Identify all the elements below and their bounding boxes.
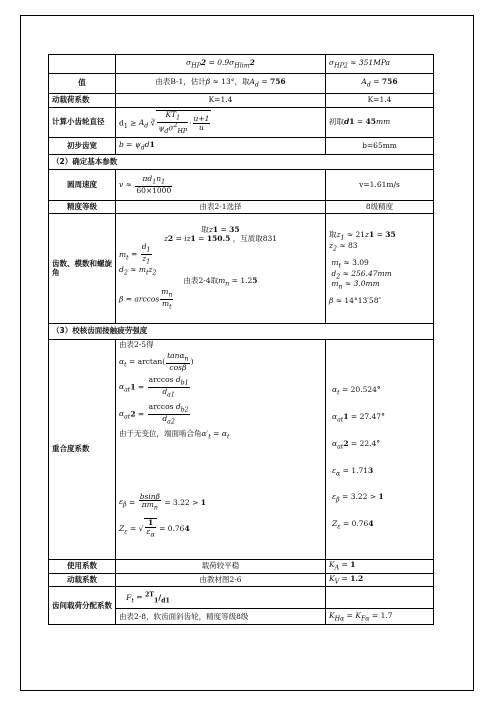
result-cell: K=1.4	[326, 94, 434, 108]
table-row	[49, 573, 434, 587]
formula-cell: v ≈ $\frac{\pi d_1n_1}{60\times 1000}$	[116, 170, 326, 201]
row-label: 精度等级	[49, 201, 116, 214]
section-header-row	[49, 324, 434, 340]
table-row	[49, 201, 434, 214]
row-label: 动载系数	[49, 573, 116, 587]
row-label: 值	[49, 74, 116, 94]
result-cell	[326, 587, 434, 609]
result-cell: b=65mm	[326, 138, 434, 155]
row-label: 圆周速度	[49, 170, 116, 201]
source-note: 由表2-5得	[119, 340, 154, 349]
table-row	[49, 55, 434, 74]
table-row	[49, 94, 434, 108]
result-cell: $K_A = 1$	[326, 560, 434, 574]
result-cell: 取$z_1 \approx 21z1 = 35$ $z_2 \approx 83$ $m_t \approx 3.09$ $d_2 \approx 256.47mm$ $m_n \approx 3.0mm$ β ≈ 14°13′58″	[326, 214, 434, 324]
table-row	[49, 138, 434, 155]
row-label: 计算小齿轮直径	[49, 108, 116, 138]
table-row	[49, 214, 434, 324]
formula-cell: 由表2-8，软齿面斜齿轮，精度等级8级	[116, 609, 326, 625]
formula-cell: 由表2-1选择	[116, 201, 326, 214]
label-cell	[49, 55, 116, 74]
formula-cell: $\sigma_{HP}2 = 0.9\sigma_{Hlim}2$	[116, 55, 326, 74]
row-label: 重合度系数	[49, 340, 116, 560]
result-cell: $K_{H\alpha} = K_{F\alpha} = 1.7$	[326, 609, 434, 625]
table-row	[49, 340, 434, 560]
table-row	[49, 560, 434, 574]
table-row	[49, 108, 434, 138]
table-row	[49, 170, 434, 201]
section-title: （2）确定基本参数	[49, 155, 434, 170]
result-cell: $A_d = 756$	[326, 74, 434, 94]
formula-cell: K=1.4	[116, 94, 326, 108]
formula-cell: $F_t = ^{2T}_1/_{d1}$	[116, 587, 326, 609]
row-label: 初步齿宽	[49, 138, 116, 155]
result-cell: 8级精度	[326, 201, 434, 214]
formula-cell: 载荷较平稳	[116, 560, 326, 574]
result-cell: $K_V = 1.2$	[326, 573, 434, 587]
result-cell: v=1.61m/s	[326, 170, 434, 201]
section-header-row	[49, 155, 434, 170]
formula-cell: 取z1 = 35 z2 = iz1 = 150.5 ，互质取831 $m_t$ = $\frac{d_1}{z_1}$ $d_2 \approx m_tz_2$ 由表2-4取$m_n = 1.25$ β = arccos $\frac{m_n}{m_t}$	[116, 214, 326, 324]
row-label: 齿间载荷分配系数	[49, 587, 116, 625]
formula-cell: 由表2-5得 $\alpha_t = \arctan$( $\frac{\tan\alpha_n}{\cos\beta}$ ) $\alpha_{at}1$ = $\frac{\arccos d_{b1}}{d_{a1}}$ $\alpha_{at}2$ = $\frac{\arccos d_{b2}}{d_{a2}}$ 由于无变位，端面啮合角$\alpha'_t = \alpha_t$ $\varepsilon_\beta$ = $\frac{bsin\beta}{\pi m_n}$ = 3.22 > 1 $Z_\varepsilon$ = √ $\frac{1}{\varepsilon_\alpha}$ = 0.764	[116, 340, 326, 560]
result-cell: $\sigma_{HP2} \approx 351MPa$	[326, 55, 434, 74]
formula-cell: 由教材图2-6	[116, 573, 326, 587]
calculation-table	[48, 54, 434, 625]
row-label: 使用系数	[49, 560, 116, 574]
result-cell: $\alpha_t = 20.524^\circ$ $\alpha_{at}1 = 27.47^\circ$ $\alpha_{at}2 = 22.4^\circ$ $\varepsilon_\alpha = 1.713$ $\varepsilon_\beta = 3.22 > 1$ $Z_\varepsilon = 0.764$	[326, 340, 434, 560]
table-row	[49, 74, 434, 94]
result-cell: 初取d1 = 45mm	[326, 108, 434, 138]
row-label: 动载荷系数	[49, 94, 116, 108]
section-title: （3）校核齿面接触疲劳强度	[49, 324, 434, 340]
formula-cell: $b = \psi_dd1$	[116, 138, 326, 155]
table-row	[49, 587, 434, 609]
row-label: 齿数、模数和螺旋角	[49, 214, 116, 324]
formula-cell: $d_1 \ge A_d$ ∛ $\frac{KT_1}{\psi_d\sigma^2_{HP}}$ · $\frac{u+1}{u}$	[116, 108, 326, 138]
formula-cell: 由表B-1，估计β ≈ 13°，取$A_d = 756$	[116, 74, 326, 94]
